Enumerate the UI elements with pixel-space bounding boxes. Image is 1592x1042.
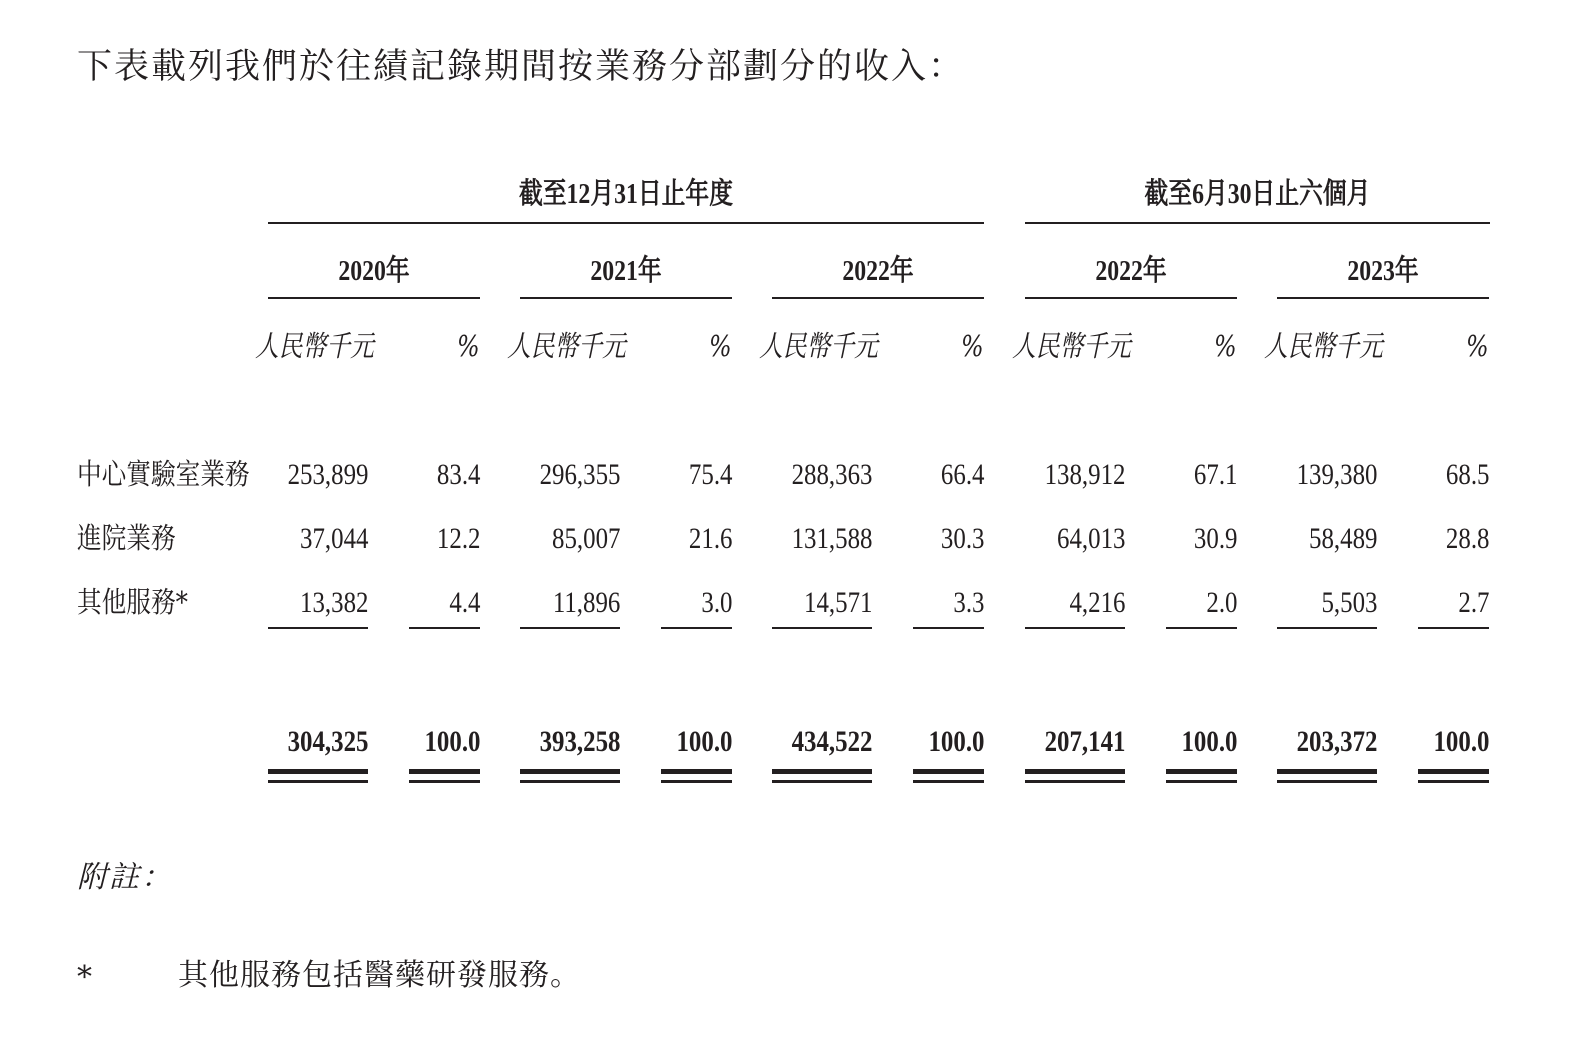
cell-value: 253,899 — [287, 458, 368, 491]
cell-value: 288,363 — [791, 458, 872, 491]
subtotal-rule — [409, 627, 480, 629]
group-header-interim-rule — [1025, 222, 1490, 224]
year-header-2021: 2021年 — [590, 255, 662, 287]
cell-value: 58,489 — [1308, 522, 1377, 555]
cell-value: 5,503 — [1320, 586, 1377, 619]
total-value: 100.0 — [675, 725, 732, 758]
row-label-central-lab: 中心實驗室業務 — [77, 457, 250, 491]
total-value: 100.0 — [423, 725, 480, 758]
subtotal-rule — [772, 627, 872, 629]
total-value: 203,372 — [1296, 725, 1377, 758]
cell-value: 67.1 — [1193, 458, 1237, 491]
group-header-annual-rule — [268, 222, 984, 224]
cell-value: 83.4 — [436, 458, 480, 491]
total-double-rule — [913, 780, 984, 783]
unit-rmb-5: 人民幣千元 — [1264, 329, 1383, 363]
cell-value: 3.0 — [700, 586, 732, 619]
group-header-annual: 截至12月31日止年度 — [518, 178, 734, 210]
cell-value: 75.4 — [688, 458, 732, 491]
cell-value: 4,216 — [1068, 586, 1125, 619]
unit-pct-3: % — [961, 329, 984, 363]
subtotal-rule — [520, 627, 620, 629]
unit-pct-4: % — [1214, 329, 1237, 363]
cell-value: 64,013 — [1056, 522, 1125, 555]
unit-pct-1: % — [457, 329, 480, 363]
cell-value: 85,007 — [551, 522, 620, 555]
note-text: 其他服務包括醫藥研發服務。 — [178, 958, 581, 993]
total-double-rule — [1277, 769, 1377, 774]
year-rule-2021 — [520, 297, 732, 299]
unit-rmb-2: 人民幣千元 — [507, 329, 626, 363]
year-rule-2022 — [772, 297, 984, 299]
cell-value: 11,896 — [552, 586, 620, 619]
total-double-rule — [1166, 780, 1237, 783]
total-double-rule — [268, 769, 368, 774]
total-double-rule — [772, 769, 872, 774]
total-double-rule — [772, 780, 872, 783]
cell-value: 68.5 — [1445, 458, 1489, 491]
cell-value: 28.8 — [1445, 522, 1489, 555]
total-double-rule — [409, 780, 480, 783]
year-header-2022-interim: 2022年 — [1095, 255, 1167, 287]
total-value: 393,258 — [539, 725, 620, 758]
total-value: 100.0 — [1180, 725, 1237, 758]
subtotal-rule — [661, 627, 732, 629]
cell-value: 4.4 — [448, 586, 480, 619]
year-header-2022: 2022年 — [842, 255, 914, 287]
cell-value: 13,382 — [299, 586, 368, 619]
cell-value: 296,355 — [539, 458, 620, 491]
total-double-rule — [409, 769, 480, 774]
total-value: 207,141 — [1044, 725, 1125, 758]
subtotal-rule — [268, 627, 368, 629]
year-rule-2022-interim — [1025, 297, 1237, 299]
unit-rmb-1: 人民幣千元 — [255, 329, 374, 363]
total-double-rule — [1025, 780, 1125, 783]
intro-text: 下表載列我們於往績記錄期間按業務分部劃分的收入： — [77, 47, 966, 87]
total-double-rule — [661, 780, 732, 783]
cell-value: 30.9 — [1193, 522, 1237, 555]
total-value: 100.0 — [927, 725, 984, 758]
subtotal-rule — [1166, 627, 1237, 629]
cell-value: 37,044 — [299, 522, 368, 555]
cell-value: 2.7 — [1457, 586, 1489, 619]
unit-pct-5: % — [1466, 329, 1489, 363]
cell-value: 131,588 — [791, 522, 872, 555]
row-label-hospital: 進院業務 — [77, 521, 176, 555]
year-rule-2023-interim — [1277, 297, 1489, 299]
cell-value: 138,912 — [1044, 458, 1125, 491]
cell-value: 139,380 — [1296, 458, 1377, 491]
year-header-2020: 2020年 — [338, 255, 410, 287]
cell-value: 14,571 — [803, 586, 872, 619]
cell-value: 21.6 — [688, 522, 732, 555]
total-double-rule — [1166, 769, 1237, 774]
unit-pct-2: % — [709, 329, 732, 363]
total-double-rule — [268, 780, 368, 783]
unit-rmb-3: 人民幣千元 — [759, 329, 878, 363]
cell-value: 30.3 — [940, 522, 984, 555]
year-header-2023-interim: 2023年 — [1347, 255, 1419, 287]
subtotal-rule — [913, 627, 984, 629]
total-double-rule — [913, 769, 984, 774]
total-value: 100.0 — [1432, 725, 1489, 758]
year-rule-2020 — [268, 297, 480, 299]
total-double-rule — [520, 780, 620, 783]
total-double-rule — [661, 769, 732, 774]
total-double-rule — [1418, 780, 1489, 783]
total-value: 304,325 — [287, 725, 368, 758]
total-value: 434,522 — [791, 725, 872, 758]
cell-value: 12.2 — [436, 522, 480, 555]
note-asterisk: * — [77, 960, 92, 995]
total-double-rule — [1277, 780, 1377, 783]
group-header-interim: 截至6月30日止六個月 — [1144, 178, 1371, 210]
cell-value: 66.4 — [940, 458, 984, 491]
total-double-rule — [1025, 769, 1125, 774]
subtotal-rule — [1025, 627, 1125, 629]
cell-value: 2.0 — [1205, 586, 1237, 619]
note-title: 附註： — [77, 860, 173, 895]
total-double-rule — [520, 769, 620, 774]
cell-value: 3.3 — [952, 586, 984, 619]
row-label-other: 其他服務* — [77, 585, 188, 619]
unit-rmb-4: 人民幣千元 — [1012, 329, 1131, 363]
subtotal-rule — [1277, 627, 1377, 629]
total-double-rule — [1418, 769, 1489, 774]
subtotal-rule — [1418, 627, 1489, 629]
